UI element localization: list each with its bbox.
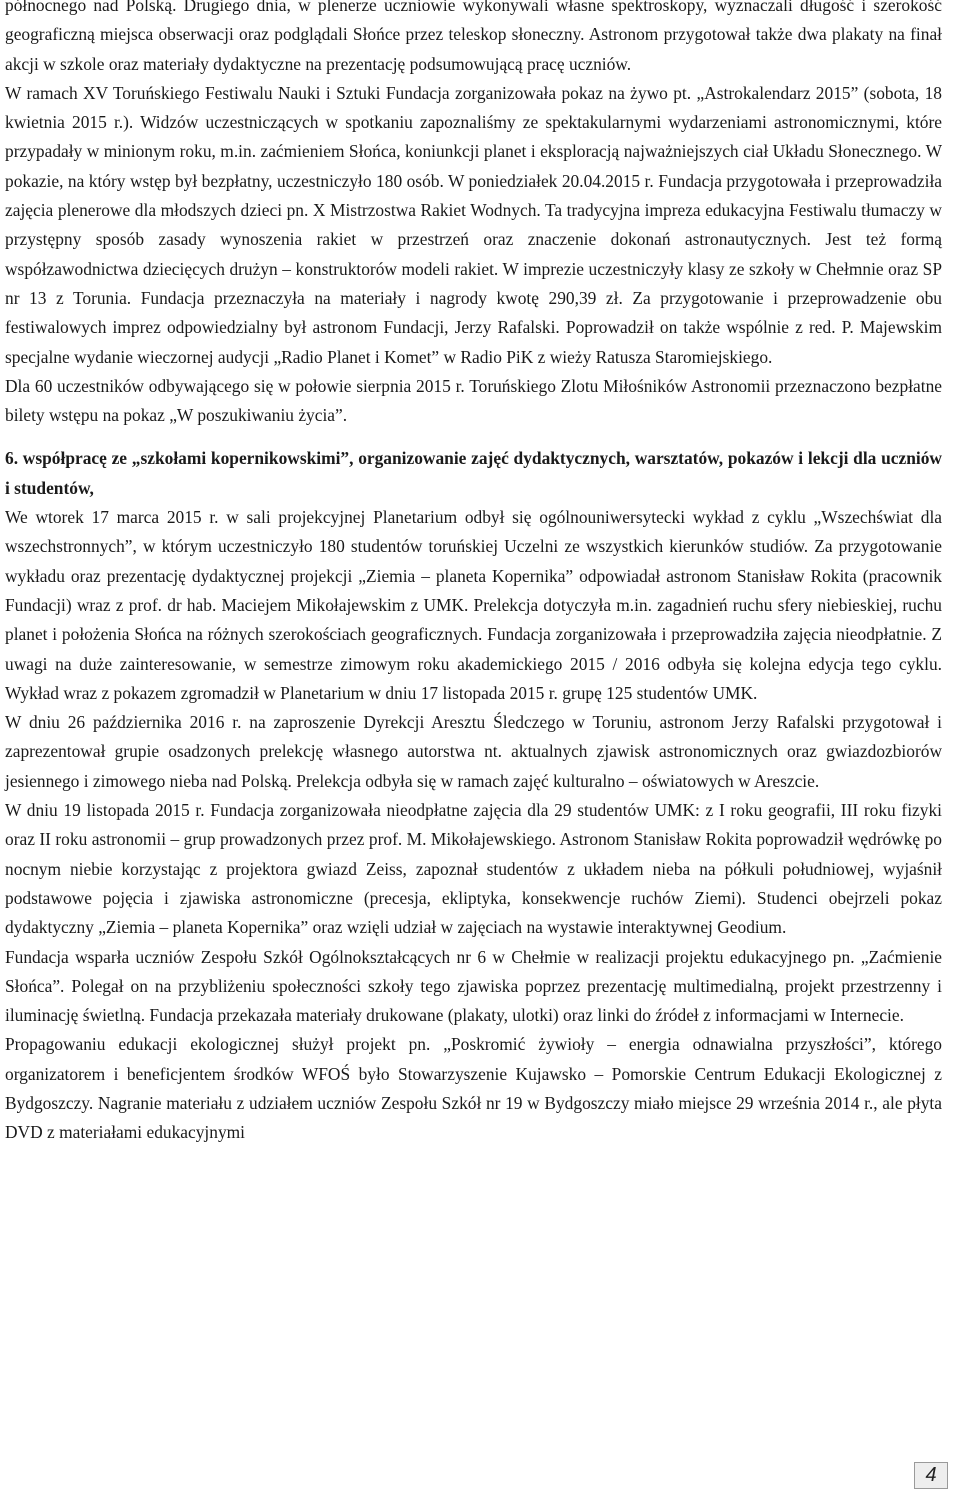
- page-number: 4: [914, 1462, 948, 1489]
- paragraph-astronomy-rally: Dla 60 uczestników odbywającego się w połowie sierpnia 2015 r. Toruńskiego Zlotu Miłośników Astronomii przeznaczono bezpłatne bilety wstępu na pokaz „W poszukiwaniu życia”.: [5, 375, 942, 426]
- paragraph-continuation: północnego nad Polską. Drugiego dnia, w plenerze uczniowie wykonywali własne spektroskopy, wyznaczali długość i szerokość geograficzną miejsca obserwacji oraz podglądali Słońce przez teleskop słoneczny. Astronom przygotował także dwa plakaty na finał akcji w szkole oraz materiały dydaktyczne na prezentację podsumowującą pracę uczniów.: [5, 0, 942, 74]
- paragraph-eclipse-project: Fundacja wsparła uczniów Zespołu Szkół Ogólnokształcących nr 6 w Chełmie w realizacji projektu edukacyjnego pn. „Zaćmienie Słońca”. Polegał on na przybliżeniu społeczności szkoły tego zjawiska poprzez prezentację multimedialną, projekt przestrzenny i iluminację świetlną. Fundacja przekazała materiały drukowane (plakaty, ulotki) oraz linki do źródeł z informacjami w Internecie.: [5, 946, 942, 1026]
- document-page: [5, 0, 942, 1148]
- paragraph-detention-lecture: W dniu 26 października 2016 r. na zaproszenie Dyrekcji Aresztu Śledczego w Toruniu, astronom Jerzy Rafalski przygotował i zaprezentował grupie osadzonych prelekcję własnego autorstwa nt. aktualnych zjawisk astronomicznych oraz gwiazdozbiorów jesiennego i zimowego nieba nad Polską. Prelekcja odbyła się w ramach zajęć kulturalno – oświatowych w Areszcie.: [5, 712, 942, 791]
- paragraph-festival: W ramach XV Toruńskiego Festiwalu Nauki i Sztuki Fundacja zorganizowała pokaz na żywo pt. „Astrokalendarz 2015” (sobota, 18 kwietnia 2015 r.). Widzów uczestniczących w spotkaniu zapoznaliśmy ze spektakularnymi wydarzeniami astronomicznymi, które przypadały w minionym roku, m.in. zaćmieniem Słońca, koniunkcji planet i eksploracją najważniejszych ciał Układu Słonecznego. W pokazie, na który wstęp był bezpłatny, uczestniczyło 180 osób. W poniedziałek 20.04.2015 r. Fundacja przygotowała i przeprowadziła zajęcia plenerowe dla młodszych dzieci pn. X Mistrzostwa Rakiet Wodnych. Ta tradycyjna impreza edukacyjna Festiwalu tłumaczy w przystępny sposób zasady wynoszenia rakiet w przestrzeń oraz znaczenie dokonań astronautycznych. Jest też formą współzawodnictwa dziecięcych drużyn – konstruktorów modeli rakiet. W imprezie uczestniczyły klasy ze szkoły w Chełmnie oraz SP nr 13 z Torunia. Fundacja przeznaczyła na materiały i nagrody kwotę 290,39 zł. Za przygotowanie i przeprowadzenie obu festiwalowych imprez odpowiedzialny był astronom Fundacji, Jerzy Rafalski. Poprowadził on także wspólnie z red. P. Majewskim specjalne wydanie wieczornej audycji „Radio Planet i Komet” w Radio PiK z wieży Ratusza Staromiejskiego.: [5, 82, 942, 367]
- paragraph-ecology-project: Propagowaniu edukacji ekologicznej służył projekt pn. „Poskromić żywioły – energia odnawialna przyszłości”, którego organizatorem i beneficjentem środków WFOŚ było Stowarzyszenie Kujawsko – Pomorskie Centrum Edukacji Ekologicznej z Bydgoszczy. Nagranie materiału z udziałem uczniów Zespołu Szkół nr 19 w Bydgoszczy miało miejsce 29 września 2014 r., ale płyta DVD z materiałami edukacyjnymi: [5, 1034, 942, 1143]
- section-heading-6: 6. współpracę ze „szkołami kopernikowskimi”, organizowanie zajęć dydaktycznych, warsztatów, pokazów i lekcji dla uczniów i studentów,: [5, 448, 942, 498]
- paragraph-student-classes: W dniu 19 listopada 2015 r. Fundacja zorganizowała nieodpłatne zajęcia dla 29 studentów UMK: z I roku geografii, III roku fizyki oraz II roku astronomii – grup prowadzonych przez prof. M. Mikołajewskiego. Astronom Stanisław Rokita poprowadził wędrówkę po nocnym niebie korzystając z projektora gwiazd Zeiss, zapoznał studentów z układem nieba na półkuli południowej, wyjaśnił podstawowe pojęcia i zjawiska astronomiczne (precesja, ekliptyka, konsekwencje ruchów Ziemi). Studenci obejrzeli pokaz dydaktyczny „Ziemia – planeta Kopernika” oraz wzięli udział w zajęciach na wystawie interaktywnej Geodium.: [5, 800, 942, 938]
- paragraph-lecture: We wtorek 17 marca 2015 r. w sali projekcyjnej Planetarium odbył się ogólnouniwersytecki wykład z cyklu „Wszechświat dla wszechstronnych”, w którym uczestniczyło 180 studentów toruńskiej Uczelni ze wszystkich kierunków studiów. Za przygotowanie wykładu oraz prezentację dydaktycznej projekcji „Ziemia – planeta Kopernika” odpowiadał astronom Stanisław Rokita (pracownik Fundacji) wraz z prof. dr hab. Maciejem Mikołajewskim z UMK. Prelekcja dotyczyła m.in. zagadnień ruchu sfery niebieskiej, ruchu planet i położenia Słońca na różnych szerokościach geograficznych. Fundacja zorganizowała i przeprowadziła zajęcia nieodpłatnie. Z uwagi na duże zainteresowanie, w semestrze zimowym roku akademickiego 2015 / 2016 odbyła się kolejna edycja tego cyklu. Wykład wraz z pokazem zgromadził w Planetarium w dniu 17 listopada 2015 r. grupę 125 studentów UMK.: [5, 507, 942, 703]
